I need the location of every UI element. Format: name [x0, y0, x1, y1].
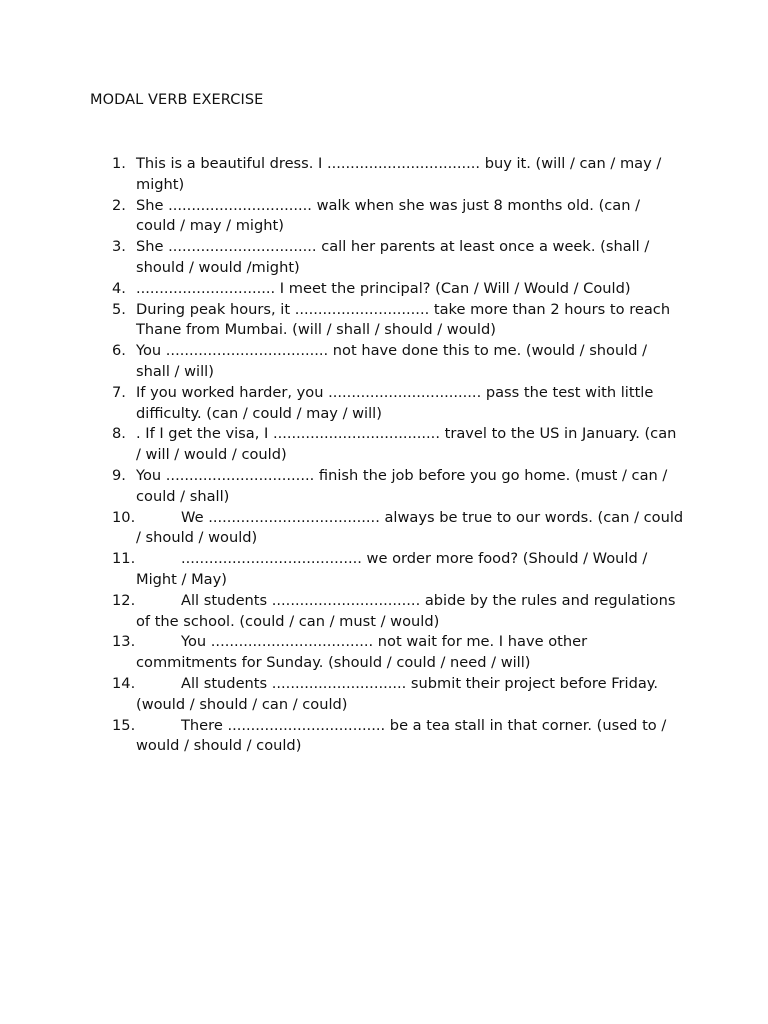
- item-number: 9.: [112, 466, 126, 484]
- item-text: We ..................................... always be true to our words. (can / could / should / would): [136, 508, 684, 547]
- exercise-item: [0, 632, 768, 674]
- item-number: 12.: [112, 591, 136, 609]
- exercise-item: [0, 383, 768, 425]
- exercise-item: [0, 716, 768, 758]
- item-number: 2.: [112, 196, 126, 214]
- exercise-item: [0, 300, 768, 342]
- exercise-item: [0, 466, 768, 508]
- exercise-item: [0, 279, 768, 300]
- item-text: You ................................ finish the job before you go home. (must / can / could / shall): [136, 466, 668, 505]
- item-text: .............................. I meet the principal? (Can / Will / Would / Could): [136, 279, 631, 297]
- item-text: You ................................... not wait for me. I have other commitments for Sunday. (should / could / need / will): [136, 633, 588, 672]
- item-text: . If I get the visa, I .................................... travel to the US in January. (can / will / would / could): [136, 425, 677, 464]
- item-text: She ............................... walk when she was just 8 months old. (can / could / may / might): [136, 196, 641, 235]
- item-text: ....................................... we order more food? (Should / Would / Might / May): [136, 550, 648, 588]
- item-text: All students ................................ abide by the rules and regulations of the school. (could / can / must / would): [136, 591, 676, 630]
- exercise-item: [0, 674, 768, 716]
- item-text: During peak hours, it ............................. take more than 2 hours to reach Thane from Mumbai. (will / shall / should / would): [136, 300, 671, 339]
- item-number: 15.: [112, 716, 136, 734]
- item-text: This is a beautiful dress. I ................................. buy it. (will / can / may / might): [136, 155, 662, 193]
- exercise-list: [0, 154, 768, 757]
- page-title: MODAL VERB EXERCISE: [90, 92, 264, 108]
- item-number: 4.: [112, 279, 126, 297]
- item-text: You ................................... not have done this to me. (would / should / shall / will): [136, 342, 648, 380]
- item-number: 14.: [112, 674, 136, 692]
- exercise-item: [0, 591, 768, 633]
- item-text: She ................................ call her parents at least once a week. (shall / should / would /might): [136, 238, 650, 276]
- item-text: There .................................. be a tea stall in that corner. (used to / would / should / could): [136, 716, 667, 755]
- item-text: All students ............................. submit their project before Friday. (would / should / can / could): [136, 674, 659, 713]
- item-number: 11.: [112, 550, 136, 568]
- exercise-item: [0, 237, 768, 279]
- exercise-item: [0, 196, 768, 238]
- item-number: 3.: [112, 238, 126, 256]
- exercise-item: [0, 154, 768, 196]
- item-number: 8.: [112, 425, 126, 443]
- item-text: If you worked harder, you ................................. pass the test with little difficulty. (can / could / may / will): [136, 383, 654, 422]
- item-number: 6.: [112, 342, 126, 360]
- item-number: 5.: [112, 300, 126, 318]
- item-number: 7.: [112, 383, 126, 401]
- exercise-item: [0, 341, 768, 383]
- exercise-item: [0, 508, 768, 550]
- item-number: 10.: [112, 508, 136, 526]
- item-number: 13.: [112, 633, 136, 651]
- item-number: 1.: [112, 155, 126, 172]
- exercise-item: [0, 424, 768, 466]
- exercise-item: [0, 549, 768, 591]
